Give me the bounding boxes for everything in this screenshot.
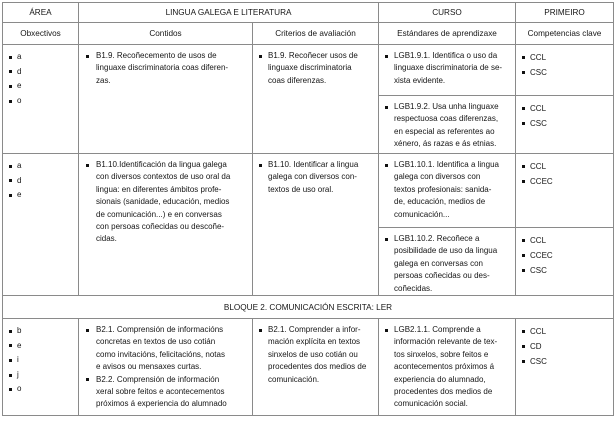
bullet-icon — [522, 345, 525, 348]
bullet-icon — [385, 55, 388, 58]
competence-item — [522, 263, 610, 278]
standard-line: procedentes dos medios de — [394, 387, 493, 397]
bullet-icon — [522, 239, 525, 242]
standards-cell — [379, 96, 516, 154]
content-line: como invitacións, felicitacións, notas — [96, 349, 225, 359]
bullet-icon — [522, 107, 525, 110]
competence-item — [522, 159, 610, 174]
standard-item — [385, 159, 512, 221]
objectives-cell — [3, 319, 79, 416]
course-label: CURSO — [379, 3, 516, 23]
objective-code: a — [17, 52, 22, 61]
objective-item — [9, 94, 75, 109]
content-item — [86, 324, 249, 374]
content-line: B1.10.Identificación da lingua galega — [96, 160, 227, 169]
standards-cell — [379, 228, 516, 296]
bullet-icon — [9, 388, 12, 391]
standard-line: posibilidade de uso da lingua — [394, 246, 498, 256]
bullet-icon — [259, 329, 262, 332]
content-line: e avisos ou mensaxes curtas. — [96, 362, 202, 372]
standard-line: galega con diversos con — [394, 172, 481, 182]
column-header-objectives: Obxectivos — [3, 23, 79, 45]
content-line: B1.9. Recoñecemento de usos de — [96, 51, 217, 60]
table-row — [3, 319, 614, 416]
content-line: B2.2. Comprensión de información — [96, 374, 220, 384]
objective-item — [9, 324, 75, 339]
standard-line: LGB1.9.2. Usa unha linguaxe — [394, 102, 499, 111]
content-line: próximos á experiencia do alumnado — [96, 399, 227, 409]
content-line: B2.1. Comprensión de informacións — [96, 325, 224, 335]
standard-line: respectuosa coas diferenzas, — [394, 114, 499, 124]
objective-item — [9, 79, 75, 94]
competence-item — [522, 174, 610, 189]
objective-code: d — [17, 175, 22, 185]
criteria-cell — [253, 319, 379, 416]
competence-code: CCL — [530, 162, 547, 171]
bullet-icon — [9, 100, 12, 103]
content-item — [86, 50, 249, 87]
bullet-icon — [522, 269, 525, 272]
standards-cell — [379, 45, 516, 96]
standard-item — [385, 233, 512, 295]
criterion-line: comunicación. — [268, 374, 320, 384]
competence-item — [522, 339, 610, 354]
competence-code: CCL — [530, 236, 547, 245]
objective-code: e — [17, 190, 22, 200]
competence-item — [522, 324, 610, 339]
column-header-criteria: Criterios de avaliación — [253, 23, 379, 45]
competence-item — [522, 101, 610, 116]
standard-line: comunicación social. — [394, 399, 468, 409]
bullet-icon — [522, 165, 525, 168]
competence-code: CSC — [530, 68, 547, 77]
bullet-icon — [522, 330, 525, 333]
bullet-icon — [9, 374, 12, 377]
bullet-icon — [259, 164, 262, 167]
objective-item — [9, 65, 75, 80]
competences-cell — [516, 319, 614, 416]
column-header-standards: Estándares de aprendizaxe — [379, 23, 516, 45]
contents-cell — [79, 319, 253, 416]
objective-code: a — [17, 161, 22, 170]
competence-item — [522, 50, 610, 65]
content-line: lingua: en diferentes ámbitos profe- — [96, 184, 222, 194]
content-line: de comunicación...) e en conversas — [96, 209, 222, 219]
content-line: con diversos contextos de uso oral da — [96, 172, 231, 182]
competence-code: CD — [530, 342, 542, 352]
standard-line: xista evidente. — [394, 75, 446, 85]
content-line: con persoas coñecidas ou descoñe- — [96, 222, 225, 232]
criterion-line: B2.1. Comprender a infor- — [268, 325, 361, 335]
bullet-icon — [86, 55, 89, 58]
standard-line: LGB2.1.1. Comprende a — [394, 325, 481, 335]
standards-cell — [379, 154, 516, 228]
contents-cell — [79, 45, 253, 154]
competence-code: CCEC — [530, 251, 553, 260]
bullet-icon — [522, 56, 525, 59]
content-item — [86, 159, 249, 246]
course-value: PRIMEIRO — [516, 3, 614, 23]
criterion-line: textos de uso oral. — [268, 184, 334, 194]
objective-code: b — [17, 326, 22, 336]
standard-line: acontecementos próximos á — [394, 362, 495, 372]
column-header-row — [3, 23, 614, 45]
standard-line: galega en conversas con — [394, 258, 483, 268]
standard-line: LGB1.10.2. Recoñece a — [394, 234, 480, 243]
content-line: sionais (sanidade, educación, medios — [96, 197, 230, 207]
objective-code: e — [17, 81, 22, 91]
criterion-line: galega con diversos con- — [268, 172, 357, 182]
competence-code: CSC — [530, 357, 547, 367]
bullet-icon — [9, 194, 12, 197]
standard-line: tos sinxelos, sobre feitos e — [394, 349, 489, 359]
column-header-contents: Contidos — [79, 23, 253, 45]
competence-code: CSC — [530, 119, 547, 128]
standard-line: textos profesionais: sanida- — [394, 184, 492, 194]
objective-item — [9, 159, 75, 174]
competence-item — [522, 65, 610, 80]
standard-item — [385, 101, 512, 151]
competence-code: CCL — [530, 104, 547, 113]
bullet-icon — [9, 70, 12, 73]
content-line: concretas en textos de uso cotián — [96, 337, 216, 347]
standard-line: xénero, ás razas e ás etnias. — [394, 139, 497, 149]
objective-code: e — [17, 340, 22, 350]
standard-line: persoas coñecidas ou des- — [394, 271, 490, 281]
competences-cell — [516, 228, 614, 296]
bullet-icon — [86, 329, 89, 332]
contents-cell — [79, 154, 253, 296]
standard-line: LGB1.9.1. Identifica o uso da — [394, 51, 498, 60]
competence-code: CSC — [530, 266, 547, 275]
standard-line: comunicación... — [394, 209, 450, 219]
competence-code: CCL — [530, 53, 547, 62]
criterion-line: sinxelos de uso cotián ou — [268, 349, 358, 359]
curriculum-table — [2, 2, 614, 416]
criterion-line: linguaxe discriminatoria — [268, 63, 352, 73]
standard-line: de, educación, medios de — [394, 197, 486, 207]
bullet-icon — [86, 164, 89, 167]
competences-cell — [516, 45, 614, 96]
header-row — [3, 3, 614, 23]
block-2-title: BLOQUE 2. COMUNICACIÓN ESCRITA: LER — [3, 296, 614, 319]
objective-item — [9, 188, 75, 203]
bullet-icon — [522, 180, 525, 183]
criteria-cell — [253, 154, 379, 296]
objective-item — [9, 339, 75, 354]
objective-item — [9, 50, 75, 65]
column-header-competences: Competencias clave — [516, 23, 614, 45]
standard-item — [385, 50, 512, 87]
criterion-item — [259, 324, 375, 386]
content-line: zas. — [96, 75, 111, 85]
objectives-cell — [3, 154, 79, 296]
criterion-line: mación explícita en textos — [268, 337, 361, 347]
competence-item — [522, 233, 610, 248]
objective-code: o — [17, 95, 22, 105]
objective-item — [9, 353, 75, 368]
criterion-item — [259, 50, 375, 87]
criterion-line: B1.10. Identificar a lingua — [268, 160, 359, 169]
content-line: xeral sobre feitos e acontecementos — [96, 387, 225, 397]
competence-item — [522, 248, 610, 263]
standard-line: coñecidas. — [394, 283, 433, 293]
bullet-icon — [9, 330, 12, 333]
objective-code: d — [17, 66, 22, 76]
competence-item — [522, 116, 610, 131]
objective-code: j — [17, 369, 19, 379]
objective-code: o — [17, 384, 22, 394]
subject-title: LINGUA GALEGA E LITERATURA — [79, 3, 379, 23]
bullet-icon — [9, 85, 12, 88]
competence-item — [522, 354, 610, 369]
bullet-icon — [9, 344, 12, 347]
content-line: cidas. — [96, 234, 117, 244]
bullet-icon — [385, 106, 388, 109]
objectives-cell — [3, 45, 79, 154]
bullet-icon — [259, 55, 262, 58]
bullet-icon — [86, 378, 89, 381]
standard-line: en especial as referentes ao — [394, 126, 495, 136]
bullet-icon — [9, 359, 12, 362]
objective-item — [9, 368, 75, 383]
objective-item — [9, 382, 75, 397]
block-row — [3, 296, 614, 319]
bullet-icon — [385, 164, 388, 167]
bullet-icon — [522, 254, 525, 257]
standard-item — [385, 324, 512, 411]
area-label: ÁREA — [3, 3, 79, 23]
standards-cell — [379, 319, 516, 416]
competences-cell — [516, 154, 614, 228]
bullet-icon — [522, 71, 525, 74]
competences-cell — [516, 96, 614, 154]
criterion-line: coas diferenzas. — [268, 75, 327, 85]
bullet-icon — [522, 122, 525, 125]
bullet-icon — [385, 238, 388, 241]
objective-code: i — [17, 355, 19, 365]
criterion-line: B1.9. Recoñecer usos de — [268, 51, 358, 60]
bullet-icon — [385, 329, 388, 332]
criteria-cell — [253, 45, 379, 154]
bullet-icon — [9, 56, 12, 59]
standard-line: información relevante de tex- — [394, 337, 498, 347]
criterion-line: procedentes dos medios de — [268, 362, 367, 372]
competence-code: CCEC — [530, 177, 553, 186]
standard-line: experiencia do alumnado, — [394, 374, 486, 384]
bullet-icon — [9, 165, 12, 168]
bullet-icon — [522, 360, 525, 363]
competence-code: CCL — [530, 327, 547, 337]
standard-line: LGB1.10.1. Identifica a lingua — [394, 160, 499, 169]
content-line: linguaxe discriminatoria coas diferen- — [96, 63, 229, 73]
table-row — [3, 154, 614, 228]
criterion-item — [259, 159, 375, 196]
standard-line: linguaxe discriminatoria de se- — [394, 63, 503, 73]
bullet-icon — [9, 179, 12, 182]
table-row — [3, 45, 614, 96]
objective-item — [9, 174, 75, 189]
content-item — [86, 374, 249, 411]
